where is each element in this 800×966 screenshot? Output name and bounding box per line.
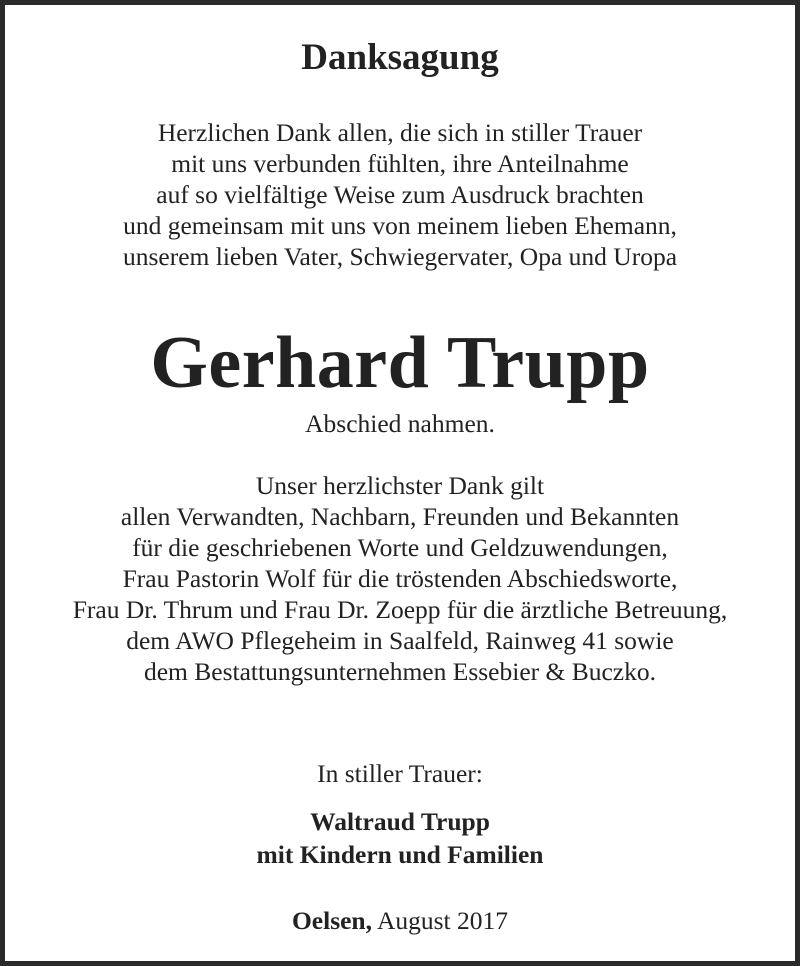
mourning-label: In stiller Trauer:: [317, 759, 483, 788]
signer-name: Waltraud Trupp: [310, 807, 490, 836]
intro-line: auf so vielfältige Weise zum Ausdruck brachten: [156, 180, 644, 209]
thanks-line: Unser herzlichster Dank gilt: [255, 471, 545, 500]
signers-block: [5, 805, 795, 871]
thanks-line: für die geschriebenen Worte und Geldzuwendungen,: [132, 533, 668, 562]
place-date-line: [5, 905, 795, 936]
date: August 2017: [376, 906, 509, 935]
deceased-name: Gerhard Trupp: [150, 322, 650, 404]
thanks-line: dem Bestattungsunternehmen Essebier & Buczko.: [143, 657, 656, 686]
notice-heading: Danksagung: [301, 37, 499, 78]
intro-line: mit uns verbunden fühlten, ihre Anteilnahme: [171, 149, 629, 178]
place: Oelsen,: [291, 906, 372, 935]
intro-line: Herzlichen Dank allen, die sich in stiller Trauer: [157, 118, 643, 147]
thanks-line: Frau Pastorin Wolf für die tröstenden Abschiedsworte,: [122, 564, 678, 593]
thanks-line: dem AWO Pflegeheim in Saalfeld, Rainweg 41 sowie: [126, 626, 674, 655]
intro-paragraph: [5, 117, 795, 272]
farewell-text: Abschied nahmen.: [305, 409, 495, 438]
intro-line: unserem lieben Vater, Schwiegervater, Opa und Uropa: [122, 242, 678, 271]
thanks-paragraph: [5, 470, 795, 687]
thanks-line: Frau Dr. Thrum und Frau Dr. Zoepp für die ärztliche Betreuung,: [72, 595, 728, 624]
intro-line: und gemeinsam mit uns von meinem lieben Ehemann,: [123, 211, 677, 240]
thanks-line: allen Verwandten, Nachbarn, Freunden und Bekannten: [120, 502, 680, 531]
signer-family: mit Kindern und Familien: [256, 840, 544, 869]
